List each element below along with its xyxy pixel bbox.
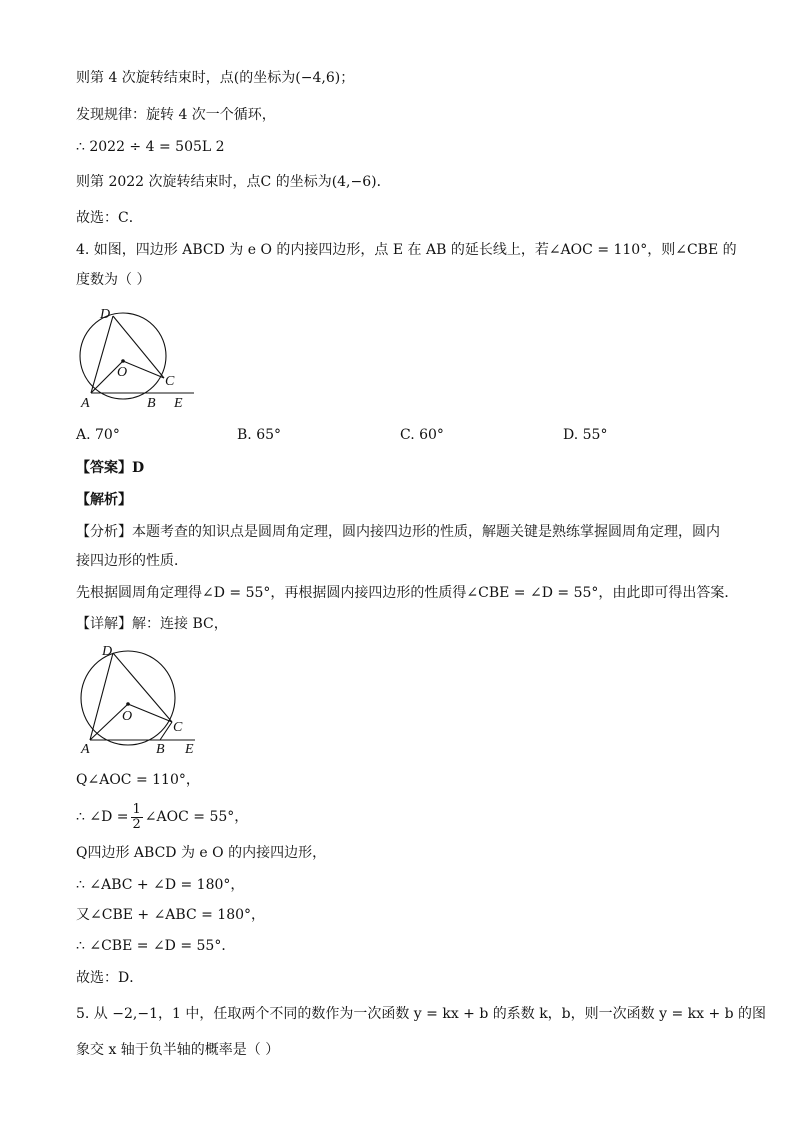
label-c: C: [165, 374, 175, 389]
text-line: 则第 4 次旋转结束时，点(的坐标为(−4,6)；: [76, 70, 355, 86]
step-prefix: ∴ ∠D =: [76, 809, 129, 825]
solution-step: 故选：D．: [76, 970, 144, 986]
label-a: A: [81, 742, 90, 757]
step-suffix: ∠AOC = 55°，: [144, 809, 249, 825]
detail-label: 【详解】解：连接 BC，: [76, 616, 228, 632]
label-d: D: [102, 644, 113, 659]
center-dot: [126, 702, 130, 706]
label-o: O: [117, 365, 128, 380]
label-d: D: [100, 307, 111, 322]
line-oc: [123, 361, 164, 378]
solution-step: [76, 800, 248, 834]
analysis-text: 先根据圆周角定理得∠D = 55°，再根据圆内接四边形的性质得∠CBE = ∠D = 55°，由此即可得出答案．: [76, 585, 739, 601]
analysis-text: 【分析】本题考查的知识点是圆周角定理，圆内接四边形的性质，解题关键是熟练掌握圆周角定理，圆内: [76, 524, 720, 540]
solution-step: ∴ ∠CBE = ∠D = 55°．: [76, 938, 236, 954]
analysis-label: 【解析】: [76, 492, 132, 508]
question-5-stem: 5. 从 −2,−1，1 中，任取两个不同的数作为一次函数 y = kx + b 的系数 k，b，则一次函数 y = kx + b 的图: [76, 1006, 767, 1022]
text-line: 则第 2022 次旋转结束时，点C 的坐标为(4,−6)．: [76, 174, 391, 190]
circle-figure-2: [70, 640, 200, 758]
analysis-text: 接四边形的性质．: [76, 553, 188, 569]
label-b: B: [156, 742, 165, 757]
answer-label: 【答案】D: [76, 460, 145, 476]
label-c: C: [173, 720, 183, 735]
text-line: ∴ 2022 ÷ 4 = 505L 2: [76, 139, 225, 155]
question-5-stem: 象交 x 轴于负半轴的概率是（ ）: [76, 1042, 280, 1058]
label-a: A: [81, 396, 90, 411]
line-oc: [128, 704, 172, 722]
option-a: A. 70°: [76, 427, 120, 443]
fraction-half: [131, 803, 143, 832]
question-4-stem: 4. 如图，四边形 ABCD 为 e O 的内接四边形，点 E 在 AB 的延长线上，若∠AOC = 110°，则∠CBE 的: [76, 242, 737, 258]
label-e: E: [174, 396, 183, 411]
solution-step: Q四边形 ABCD 为 e O 的内接四边形，: [76, 845, 327, 861]
label-o: O: [122, 709, 133, 724]
circle-figure-1: [70, 304, 200, 412]
option-d: D. 55°: [563, 427, 608, 443]
option-c: C. 60°: [400, 427, 444, 443]
text-line: 发现规律：旋转 4 次一个循环，: [76, 107, 276, 123]
solution-step: ∴ ∠ABC + ∠D = 180°，: [76, 877, 245, 893]
question-4-stem: 度数为（ ）: [76, 272, 151, 288]
fraction-numerator: 1: [132, 801, 141, 817]
solution-step: Q∠AOC = 110°，: [76, 772, 200, 788]
option-b: B. 65°: [237, 427, 282, 443]
label-b: B: [147, 396, 156, 411]
circle-o: [81, 651, 175, 745]
label-e: E: [185, 742, 194, 757]
center-dot: [121, 359, 125, 363]
fraction-denominator: 2: [132, 816, 141, 832]
solution-step: 又∠CBE + ∠ABC = 180°，: [76, 907, 266, 923]
text-line: 故选：C．: [76, 210, 143, 226]
